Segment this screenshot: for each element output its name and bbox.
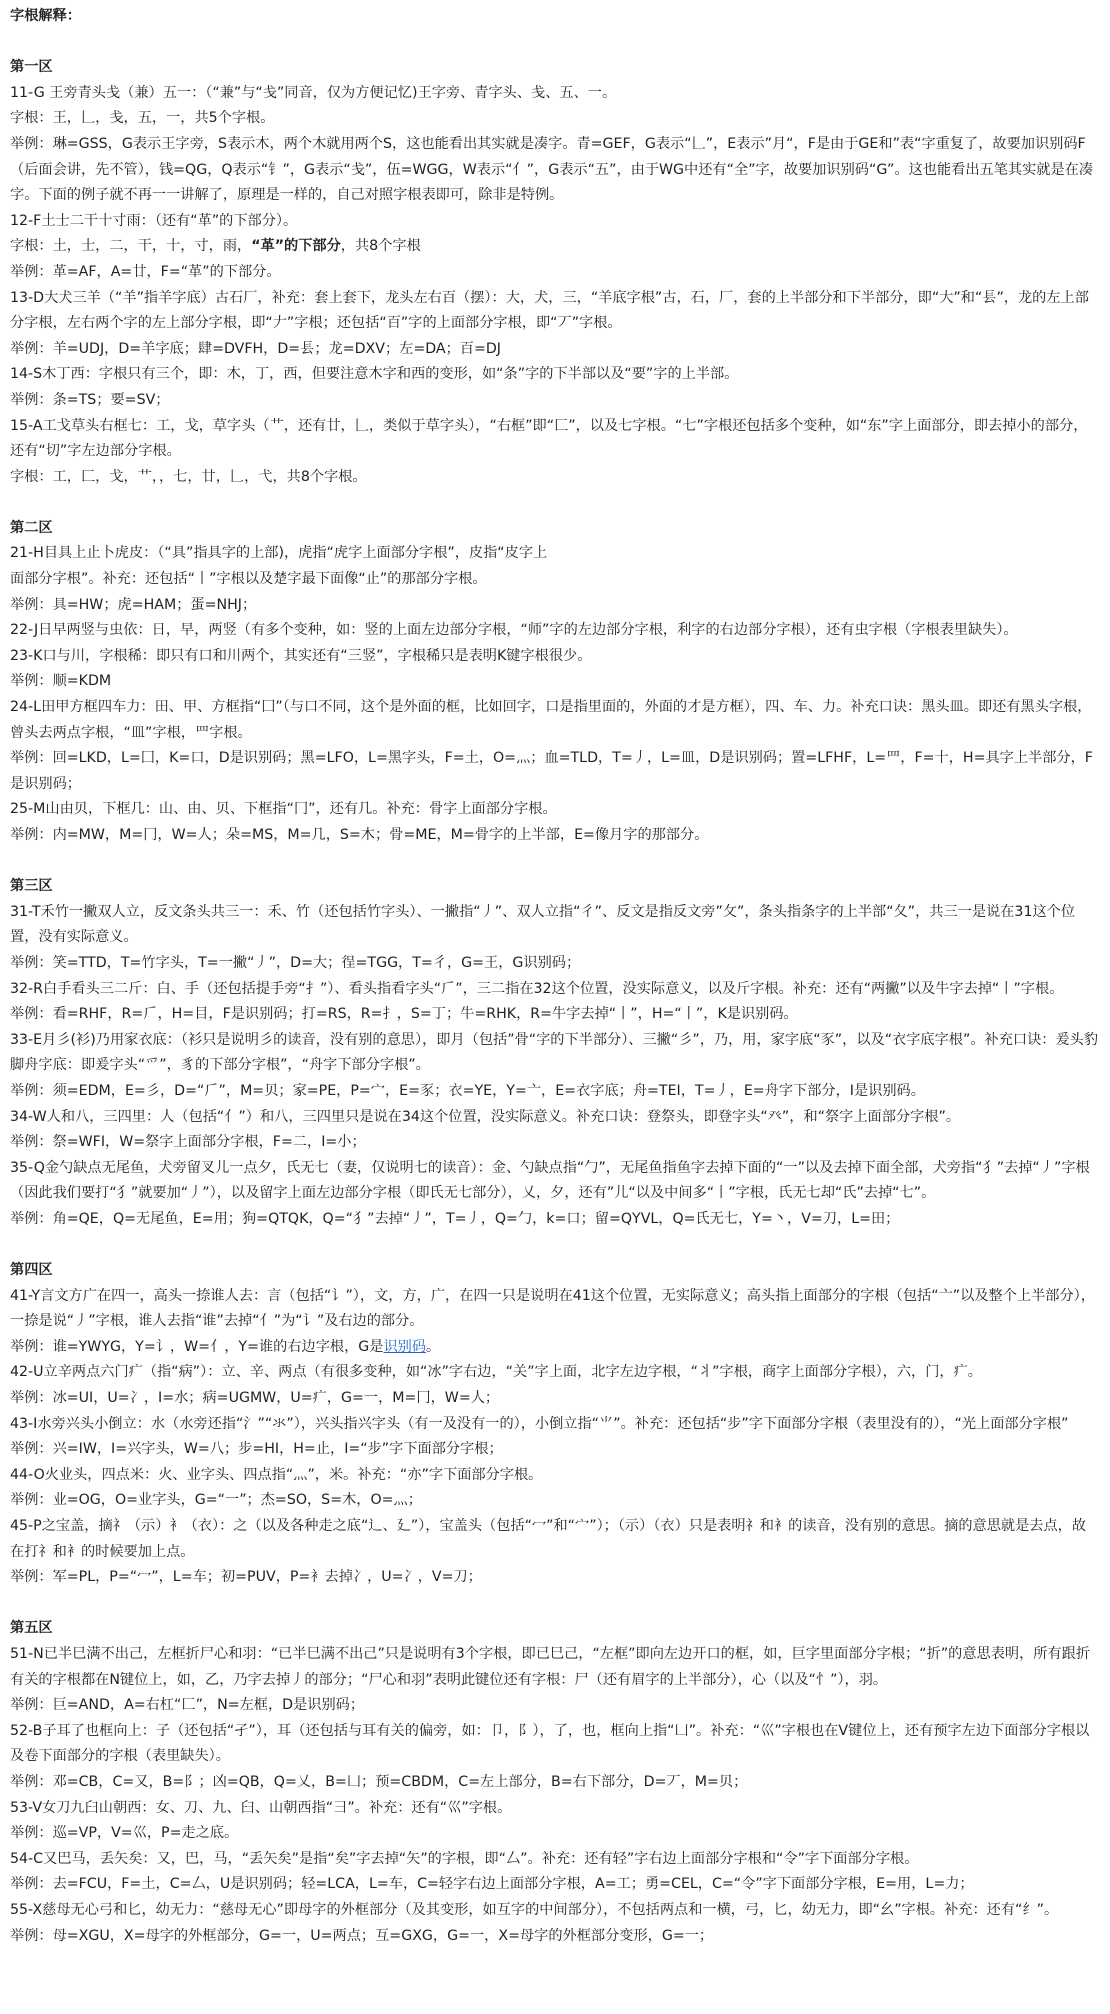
- text-run: 11-G 王旁青头戋（兼）五一：（“兼”与“戋”同音，仅为方便记忆)王字旁、青字头、戋、五、一。: [10, 84, 617, 101]
- text-run: 32-R白手看头三二斤：白、手（还包括提手旁“扌”）、看头指看字头“𠂆”，三二指在32这个位置，没实际意义，以及斤字根。补充：还有“两撇”以及牛字去掉“丨”字根。: [10, 980, 1064, 997]
- blank-line: [10, 490, 1100, 516]
- paragraph-line: [10, 593, 1100, 619]
- identifier-code-link[interactable]: 识别码: [383, 1338, 427, 1355]
- text-run: 55-X慈母无心弓和匕，幼无力：“慈母无心”即母字的外框部分（及其变形，如互字的中间部分），不包括两点和一横，弓，匕，幼无力，即“幺”字根。补充：还有“纟”。: [10, 1901, 1059, 1918]
- paragraph-line: [10, 362, 1100, 388]
- text-run: 举例：角=QE，Q=无尾鱼，E=用；狗=QTQK，Q=“犭”去掉“丿”，T=丿，Q=勹，k=口；留=QYVL，Q=氏无七，Y=丶，V=刀，L=田；: [10, 1210, 900, 1227]
- blank-line: [10, 1591, 1100, 1617]
- paragraph-line: [10, 695, 1100, 746]
- paragraph-line: [10, 797, 1100, 823]
- text-run: 举例：业=OG，O=业字头，G=“一”；杰=SO，S=木，O=灬；: [10, 1492, 422, 1509]
- paragraph-line: [10, 541, 1100, 567]
- text-run: 51-N已半巳满不出己，左框折尸心和羽：“已半巳满不出己”只是说明有3个字根，即已巳己，“左框”即向左边开口的框，如，巨字里面部分字根；“折”的意思表明，所有跟折有关的字根都在N键位上，如，乙，乃字去掉丿的部分；“尸心和羽”表明此键位还有字根：尸（还有眉字的上半部分），心（以及“忄”），羽。: [10, 1646, 1091, 1688]
- section-title: 第一区: [10, 59, 53, 76]
- paragraph-line: [10, 1770, 1100, 1796]
- paragraph-line: [10, 1028, 1100, 1079]
- paragraph-line: [10, 337, 1100, 363]
- paragraph-line: [10, 1360, 1100, 1386]
- paragraph-line: [10, 106, 1100, 132]
- text-run: 13-D大犬三羊（“羊”指羊字底）古石厂，补充：套上套下，龙头左右百（摆）：大，犬，三，“羊底字根”古，石，厂，套的上半部分和下半部分，即“大”和“镸”，龙的左上部分字根，左右两个字的左上部分字根，即“𠂇”字根；还包括“百”字的上面部分字根，即“丆”字根。: [10, 289, 1089, 332]
- paragraph-line: [10, 977, 1100, 1003]
- text-run: 举例：条=TS；要=SV；: [10, 391, 170, 408]
- text-run: 举例：祭=WFI，W=祭字上面部分字根，F=二，I=小；: [10, 1134, 366, 1151]
- text-run: 15-A工戈草头右框七：工，戈，草字头（艹，还有廿，𠃊，类似于草字头），“右框”即“匚”，以及七字根。“七”字根还包括多个变种，如“东”字上面部分，即去掉小的部分，还有“切”字左边部分字根。: [10, 417, 1088, 460]
- text-run: 面部分字根”。补充：还包括“丨”字根以及楚字最下面像“止”的那部分字根。: [10, 571, 487, 588]
- paragraph-line: [10, 1796, 1100, 1822]
- text-run: 52-B子耳了也框向上：子（还包括“孑”），耳（还包括与耳有关的偏旁，如：卩，阝），了，也，框向上指“凵”。补充：“巛”字根也在V键位上，还有预字左边下面部分字根以及卷下面部分的字根（表里缺失）。: [10, 1722, 1090, 1765]
- paragraph-line: [10, 1642, 1100, 1693]
- paragraph-line: [10, 567, 1100, 593]
- text-run: 举例：革=AF，A=廿，F=“革”的下部分。: [10, 263, 281, 280]
- paragraph-line: [10, 81, 1100, 107]
- text-run: 字根：工，匚，戈，艹，，七，廿，𠃊，弋，共8个字根。: [10, 468, 367, 485]
- paragraph-line: [10, 1488, 1100, 1514]
- text-run: 23-K口与川，字根稀：即只有口和川两个，其实还有“三竖”，字根稀只是表明K键字根很少。: [10, 647, 592, 664]
- text-run: 14-S木丁西：字根只有三个，即：木，丁，西，但要注意木字和西的变形，如“条”字的下半部以及“要”字的上半部。: [10, 366, 739, 383]
- text-run: 举例：母=XGU，X=母字的外框部分，G=一，U=两点；互=GXG，G=一，X=母字的外框部分变形，G=一；: [10, 1927, 714, 1944]
- text-run: 举例：兴=IW，I=兴字头，W=八；步=HI，H=止，I=“步”字下面部分字根；: [10, 1441, 503, 1458]
- text-run: 42-U立辛两点六门疒（指“病”）：立、辛、两点（有很多变种，如“冰”字右边，“关”字上面，北字左边字根，“丬”字根，商字上面部分字根），六，门，疒。: [10, 1364, 982, 1381]
- text-run: 举例：须=EDM，E=彡，D=“𠂆”，M=贝；家=PE，P=宀，E=豕；衣=YE，Y=亠，E=衣字底；舟=TEI，T=丿，E=舟字下部分，I是识别码。: [10, 1082, 925, 1099]
- paragraph-line: [10, 1514, 1100, 1565]
- text-run: 举例：内=MW，M=冂，W=人；朵=MS，M=几，S=木；骨=ME，M=骨字的上半部，E=像月字的那部分。: [10, 827, 709, 843]
- paragraph-line: [10, 1847, 1100, 1873]
- paragraph-line: [10, 1079, 1100, 1105]
- paragraph-line: [10, 900, 1100, 951]
- text-run: 举例：巡=VP，V=巛，P=走之底。: [10, 1825, 239, 1842]
- text-run: 举例：去=FCU，F=土，C=厶，U是识别码；轻=LCA，L=车，C=轻字右边上面部分字根，A=工；勇=CEL，C=“令”字下面部分字根，E=用，L=力；: [10, 1876, 974, 1893]
- text-run: 字根：土，士，二，干，十，寸，雨，: [10, 238, 252, 255]
- section-title: 第五区: [10, 1620, 53, 1637]
- paragraph-line: [10, 1437, 1100, 1463]
- paragraph-line: [10, 1463, 1100, 1489]
- paragraph-line: [10, 234, 1100, 260]
- text-run: 12-F土士二干十寸雨：（还有“革”的下部分）。: [10, 212, 298, 229]
- text-run: 举例：笑=TTD，T=竹字头，T=一撇“丿”，D=大；徎=TGG，T=彳，G=王，G识别码；: [10, 954, 581, 971]
- text-run: 举例：巨=AND，A=右杠“匚”，N=左框，D是识别码；: [10, 1697, 365, 1714]
- paragraph-line: [10, 669, 1100, 695]
- text-run: 41-Y言文方广在四一，高头一捺谁人去：言（包括“讠”），文，方，广，在四一只是说明在41这个位置，无实际意义；高头指上面部分的字根（包括“亠”以及整个上半部分），一捺是说“丿”字根，谁人去指“谁”去掉“亻”为“讠”及右边的部分。: [10, 1287, 1095, 1330]
- text-run: 44-O火业头，四点米：火、业字头、四点指“灬”，米。补充：“亦”字下面部分字根。: [10, 1466, 543, 1483]
- bold-text: “革”的下部分: [251, 238, 341, 255]
- paragraph-line: [10, 465, 1100, 491]
- paragraph-line: [10, 132, 1100, 209]
- paragraph-line: [10, 1002, 1100, 1028]
- paragraph-line: [10, 1284, 1100, 1335]
- text-run: 举例：羊=UDJ，D=羊字底；肆=DVFH，D=镸；龙=DXV；左=DA；百=DJ: [10, 340, 501, 357]
- paragraph-line: [10, 1565, 1100, 1591]
- paragraph-line: [10, 823, 1100, 849]
- paragraph-line: [10, 1386, 1100, 1412]
- text-run: 举例：琳=GSS，G表示王字旁，S表示木，两个木就用两个S，这也能看出其实就是凑字。青=GEF，G表示“𠃊”，E表示”月“，F是由于GE和”表“字重复了，故要加识别码F（后面会讲，先不管），钱=QG，Q表示“钅”，G表示“戋”，伍=WGG，W表示“亻”，G表示“五”，由于WG中还有“全”字，故要加识别码“G”。这也能看出五笔其实就是在凑字。下面的例子就不再一一讲解了，原理是一样的，自己对照字根表即可，除非是特例。: [10, 135, 1094, 204]
- paragraph-line: [10, 1898, 1100, 1924]
- paragraph-line: [10, 1156, 1100, 1207]
- text-run: 字根：王，𠃊，戋，五，一，共5个字根。: [10, 110, 275, 127]
- text-run: 举例：具=HW；虎=HAM；蛋=NHJ；: [10, 596, 257, 613]
- paragraph-line: [10, 951, 1100, 977]
- paragraph-line: [10, 1207, 1100, 1233]
- paragraph-line: [10, 1105, 1100, 1131]
- text-run: 举例：顺=KDM: [10, 673, 112, 690]
- paragraph-line: [10, 746, 1100, 797]
- text-run: 54-C又巴马，丢矢矣：又，巴，马，“丢矢矣”是指“矣”字去掉“矢”的字根，即“厶”。补充：还有轻”字右边上面部分字根和“令”字下面部分字根。: [10, 1850, 919, 1867]
- text-run: ，共8个字根: [340, 238, 421, 255]
- paragraph-line: [10, 209, 1100, 235]
- text-run: 35-Q金勺缺点无尾鱼，犬旁留叉儿一点夕，氏无七（妻，仅说明七的读音）：金、勺缺点指“勹”，无尾鱼指鱼字去掉下面的“一”以及去掉下面全部，犬旁指“犭”去掉“丿”字根（因此我们要打“犭”就要加“丿”），以及留字上面左边部分字根（即氏无七部分），乂，夕，还有”儿“以及中间多“丨”字根，氏无七却“氏”去掉“七”。: [10, 1159, 1090, 1202]
- blank-line: [10, 30, 1100, 56]
- section-title: 第四区: [10, 1262, 53, 1279]
- paragraph-line: [10, 618, 1100, 644]
- document-title: 字根解释：: [10, 8, 81, 24]
- paragraph-line: [10, 260, 1100, 286]
- text-run: 举例：谁=YWYG，Y=讠，W=亻，Y=谁的右边字根，G是: [10, 1338, 384, 1355]
- text-run: 34-W人和八，三四里：人（包括“亻”）和八，三四里只是说在34这个位置，没实际意义。补充口诀：登祭头，即登字头“癶”，和“祭字上面部分字根”。: [10, 1108, 961, 1125]
- paragraph-line: [10, 1412, 1100, 1438]
- paragraph-line: [10, 1693, 1100, 1719]
- text-run: 43-I水旁兴头小倒立：水（水旁还指“氵”“氺”），兴头指兴字头（有一及没有一的），小倒立指“⺌”。补充：还包括“步”字下面部分字根（表里没有的），“光上面部分字根”: [10, 1415, 1069, 1432]
- text-run: 45-P之宝盖，摘礻（示）衤（衣）：之（以及各种走之底“辶、廴”），宝盖头（包括“冖”和“宀”）；（示）（衣）只是表明礻和衤的读音，没有别的意思。摘的意思就是去点，故在打礻和衤的时候要加上点。: [10, 1518, 1087, 1560]
- text-run: 。: [426, 1338, 441, 1355]
- text-run: 举例：回=LKD，L=囗，K=口，D是识别码；黑=LFO，L=黑字头，F=土，O=灬；血=TLD，T=丿，L=皿，D是识别码；置=LFHF，L=罒，F=十，H=具字上半部分，F是识别码；: [10, 750, 1093, 792]
- text-run: 举例：看=RHF，R=𠂆，H=目，F是识别码；打=RS，R=扌，S=丁；牛=RHK，R=牛字去掉“丨”，H=“丨”，K是识别码。: [10, 1006, 798, 1023]
- text-run: 22-J日早两竖与虫依：日，早，两竖（有多个变种，如：竖的上面左边部分字根，“师”字的左边部分字根，利字的右边部分字根），还有虫字根（字根表里缺失）。: [10, 622, 1018, 639]
- paragraph-line: [10, 1130, 1100, 1156]
- paragraph-line: [10, 1719, 1100, 1770]
- text-run: 53-V女刀九臼山朝西：女、刀、九、臼、山朝西指“彐”。补充：还有“巛”字根。: [10, 1799, 512, 1816]
- blank-line: [10, 1233, 1100, 1259]
- text-run: 举例：军=PL，P=“冖”，L=车；初=PUV，P=衤去掉冫，U=冫，V=刀；: [10, 1569, 482, 1586]
- paragraph-line: [10, 1924, 1100, 1950]
- sections-container: [10, 30, 1100, 1950]
- paragraph-line: [10, 1872, 1100, 1898]
- text-run: 33-E月彡(衫)乃用家衣底：（衫只是说明彡的读音，没有别的意思），即月（包括”骨“字的下半部分）、三撇“彡”，乃，用，家字底“豕”，以及“衣字底字根”。补充口诀：爰头豹脚舟字底：即爰字头“爫”，豸的下部分字根”，“舟字下部分字根”。: [10, 1031, 1099, 1074]
- blank-line: [10, 849, 1100, 875]
- text-run: 31-T禾竹一撇双人立，反文条头共三一：禾、竹（还包括竹字头）、一撇指“丿”、双人立指“彳”、反文是指反文旁”攵”，条头指条字的上半部“夂”，共三一是说在31这个位置，没有实际意义。: [10, 903, 1076, 946]
- paragraph-line: [10, 1821, 1100, 1847]
- section-title: 第三区: [10, 878, 53, 895]
- text-run: 24-L田甲方框四车力：田、甲、方框指“囗”（与口不同，这个是外面的框，比如回字，口是指里面的，外面的才是方框），四、车、力。补充口诀：黑头皿。即还有黑头字根，曾头去两点字根，“皿”字根，罒字根。: [10, 699, 1092, 741]
- text-run: 21-H目具上止卜虎皮：（“具”指具字的上部)，虎指“虎字上面部分字根”，皮指“皮字上: [10, 545, 548, 562]
- section-title: 第二区: [10, 519, 53, 536]
- paragraph-line: [10, 644, 1100, 670]
- paragraph-line: [10, 286, 1100, 337]
- paragraph-line: [10, 1335, 1100, 1361]
- text-run: 25-M山由贝，下框几：山、由、贝、下框指“冂”，还有几。补充：骨字上面部分字根。: [10, 801, 557, 818]
- text-run: 举例：冰=UI，U=冫，I=水；病=UGMW，U=疒，G=一，M=冂，W=人；: [10, 1390, 500, 1407]
- paragraph-line: [10, 388, 1100, 414]
- paragraph-line: [10, 414, 1100, 465]
- text-run: 举例：邓=CB，C=又，B=阝；凶=QB，Q=乂，B=凵；预=CBDM，C=左上部分，B=右下部分，D=丆，M=贝；: [10, 1773, 748, 1790]
